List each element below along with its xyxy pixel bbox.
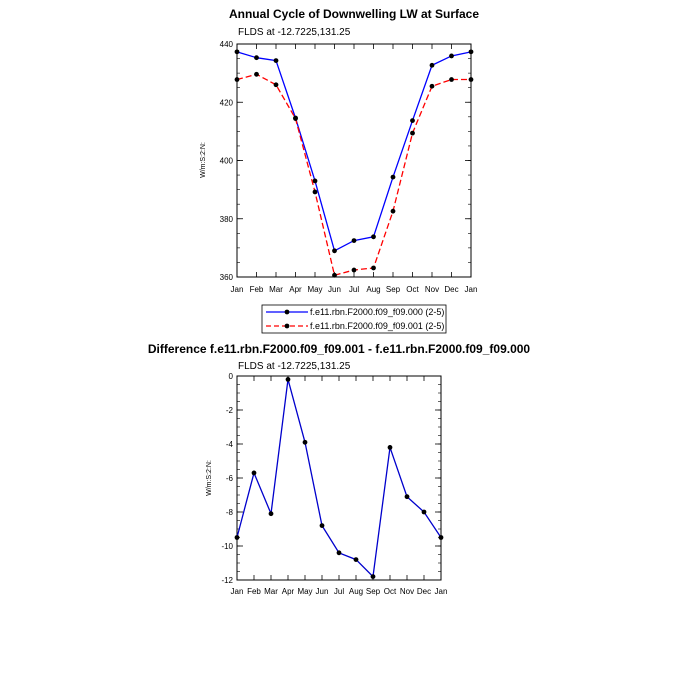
chart1-xtick-label: Aug — [366, 285, 381, 294]
chart1-series-1-point — [430, 84, 435, 89]
chart2-ytick-label: -8 — [225, 508, 233, 517]
chart1-xtick-label: Jul — [348, 285, 360, 294]
legend-label-001: f.e11.rbn.F2000.f09_f09.001 (2-5) — [310, 321, 445, 331]
chart2-frame — [237, 376, 441, 580]
chart1-series-1-point — [274, 82, 279, 87]
chart1-ytick-label: 360 — [219, 273, 233, 282]
chart2-xtick-label: Dec — [416, 587, 432, 596]
chart2-xtick-label: Jun — [315, 587, 329, 596]
chart2-xtick-label: Mar — [264, 587, 278, 596]
chart1-series-1-point — [235, 77, 240, 82]
chart1-series-0-point — [449, 54, 454, 59]
chart2-xtick-label: Jul — [333, 587, 345, 596]
chart1-title: Annual Cycle of Downwelling LW at Surface — [228, 7, 480, 21]
chart1-series-0-point — [410, 118, 415, 123]
chart2-series-0-point — [354, 557, 359, 562]
chart1-series-1-point — [371, 266, 376, 271]
chart1-subtitle: FLDS at -12.7225,131.25 — [238, 27, 351, 38]
chart1-series-line-0 — [237, 52, 471, 251]
chart2-xtick-label: May — [297, 587, 313, 596]
chart-difference — [148, 342, 531, 596]
chart2-xtick-label: Apr — [281, 587, 295, 596]
chart2-series-line-0 — [237, 379, 441, 576]
chart1-series-1-point — [254, 72, 259, 77]
chart2-series-0-point — [235, 535, 240, 540]
chart2-xtick-label: Jan — [434, 587, 448, 596]
legend-label-000: f.e11.rbn.F2000.f09_f09.000 (2-5) — [310, 307, 445, 317]
chart1-series-1-point — [410, 131, 415, 136]
chart1-ytick-label: 440 — [219, 40, 233, 49]
chart1-xtick-label: Jan — [464, 285, 478, 294]
chart1-xtick-label: Apr — [289, 285, 302, 294]
chart2-series-0-point — [371, 574, 376, 579]
chart1-series-0-point — [391, 175, 396, 180]
chart1-xtick-label: Oct — [406, 285, 419, 294]
chart2-subtitle: FLDS at -12.7225,131.25 — [238, 361, 351, 372]
chart1-xtick-label: Mar — [269, 285, 283, 294]
chart1-xtick-label: Dec — [444, 285, 459, 294]
chart1-series-1-point — [352, 268, 357, 273]
chart1-series-1-point — [313, 190, 318, 195]
chart2-xtick-label: Feb — [247, 587, 261, 596]
chart2-series-0-point — [439, 535, 444, 540]
chart2-xtick-label: Nov — [399, 587, 415, 596]
chart1-series-line-1 — [237, 74, 471, 275]
chart2-xtick-label: Jan — [230, 587, 244, 596]
chart1-ytick-label: 420 — [219, 98, 233, 108]
chart2-series-0-point — [286, 377, 291, 382]
chart2-xtick-label: Oct — [383, 587, 397, 596]
chart2-series-0-point — [405, 494, 410, 499]
chart2-series-0-point — [303, 440, 308, 445]
chart1-series-1-point — [469, 77, 474, 82]
chart2-series-0-point — [320, 523, 325, 528]
chart1-series-1-point — [449, 77, 454, 82]
legend-marker-000 — [285, 310, 290, 315]
chart1-ytick-label: 380 — [219, 214, 233, 224]
chart1-series-0-point — [332, 248, 337, 253]
chart1-series-0-point — [371, 234, 376, 239]
chart2-ytick-label: -12 — [221, 576, 233, 585]
chart1-xtick-label: Nov — [424, 285, 440, 294]
chart1-xtick-label: May — [307, 285, 323, 294]
chart2-series-0-point — [252, 471, 257, 476]
chart2-series-0-point — [422, 510, 427, 515]
legend-marker-001 — [285, 324, 290, 329]
chart2-series-0-point — [269, 511, 274, 516]
chart2-series-0-point — [337, 550, 342, 555]
chart2-ytick-label: -2 — [225, 406, 233, 415]
chart2-xtick-label: Sep — [365, 587, 381, 596]
chart1-xtick-label: Jan — [230, 285, 244, 294]
chart1-xtick-label: Feb — [249, 285, 264, 294]
chart2-ytick-label: -4 — [225, 440, 233, 449]
chart1-series-0-point — [274, 58, 279, 63]
chart2-ylabel: W/m:S:2:N: — [206, 460, 213, 496]
chart2-xtick-label: Aug — [348, 587, 364, 596]
chart2-title: Difference f.e11.rbn.F2000.f09_f09.001 - f.e11.rbn.F2000.f09_f09.000 — [147, 342, 531, 356]
chart1-series-0-point — [313, 178, 318, 183]
chart2-series-0-point — [388, 445, 393, 450]
chart2-ytick-label: -10 — [221, 542, 233, 551]
chart1-ytick-label: 400 — [219, 156, 233, 166]
chart1-series-0-point — [469, 49, 474, 54]
chart1-series-0-point — [352, 238, 357, 243]
chart1-xtick-label: Jun — [328, 285, 341, 294]
chart1-series-1-point — [332, 273, 337, 278]
chart1-series-0-point — [254, 55, 259, 60]
chart-annual-cycle — [200, 7, 479, 294]
chart1-legend — [262, 305, 446, 333]
chart1-ylabel: W/m:S:2:N: — [200, 142, 207, 178]
chart1-series-1-point — [293, 116, 298, 121]
chart1-series-1-point — [391, 209, 396, 214]
chart2-ytick-label: -6 — [225, 474, 233, 483]
chart1-xtick-label: Sep — [385, 285, 401, 294]
chart1-series-0-point — [235, 49, 240, 54]
chart1-series-0-point — [430, 63, 435, 68]
chart2-ytick-label: 0 — [228, 372, 233, 381]
